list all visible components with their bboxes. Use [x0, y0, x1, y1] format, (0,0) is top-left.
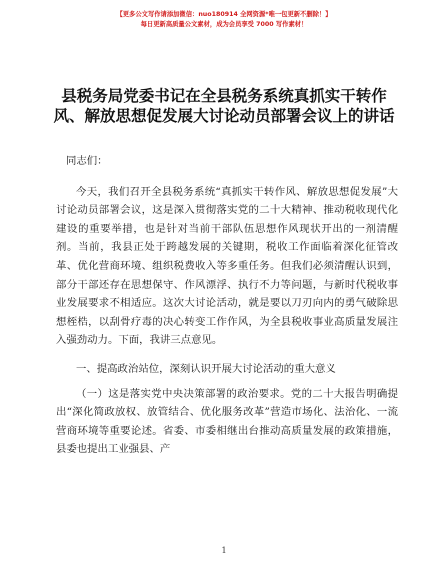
promo-banner-line-1: 【更多公文写作请添加微信：nuo180914 全网资源*唯一包更新不删除！】 — [116, 11, 332, 18]
promo-banner-line-2: 每日更新高质量公文素材，成为会员享受 7000 写作素材！ — [140, 21, 308, 28]
section-heading: 一、提高政治站位，深刻认识开展大讨论活动的重大意义 — [76, 362, 336, 375]
promo-banner — [0, 10, 448, 30]
salutation: 同志们： — [66, 155, 108, 167]
page-number: 1 — [221, 546, 227, 555]
body-paragraph: 今天，我们召开全县税务系统“真抓实干转作风、解放思想促发展”大讨论动员部署会议，这是深入贯彻落实党的二十大精神、推动税收现代化建设的重要举措，也是针对当前干部队伍思想作风现状开出的一剂清醒剂。当前，我县正处于跨越发展的关键期，税收工作面临着深化征管改革、优化营商环境、组织税费收入等多重任务。但我们必须清醒认识到，部分干部还存在思想保守、作风漂浮、执行不力等问题，与新时代税收事业发展要求不相适应。这次大讨论活动，就是要以刀刃向内的勇气破除思想桎梏，以刮骨疗毒的决心转变工作作风，为全县税收事业高质量发展注入强劲动力。下面，我讲三点意见。 — [56, 185, 398, 347]
document-title: 县税务局党委书记在全县税务系统真抓实干转作风、解放思想促发展大讨论动员部署会议上的讲话 — [53, 87, 395, 125]
body-paragraph: （一）这是落实党中央决策部署的政治要求。党的二十大报告明确提出“深化简政放权、放管结合、优化服务改革”营造市场化、法治化、一流营商环境等重要论述。省委、市委相继出台推动高质量发展的政策措施，县委也提出工业强县、产 — [56, 387, 398, 456]
document-body — [56, 152, 398, 459]
